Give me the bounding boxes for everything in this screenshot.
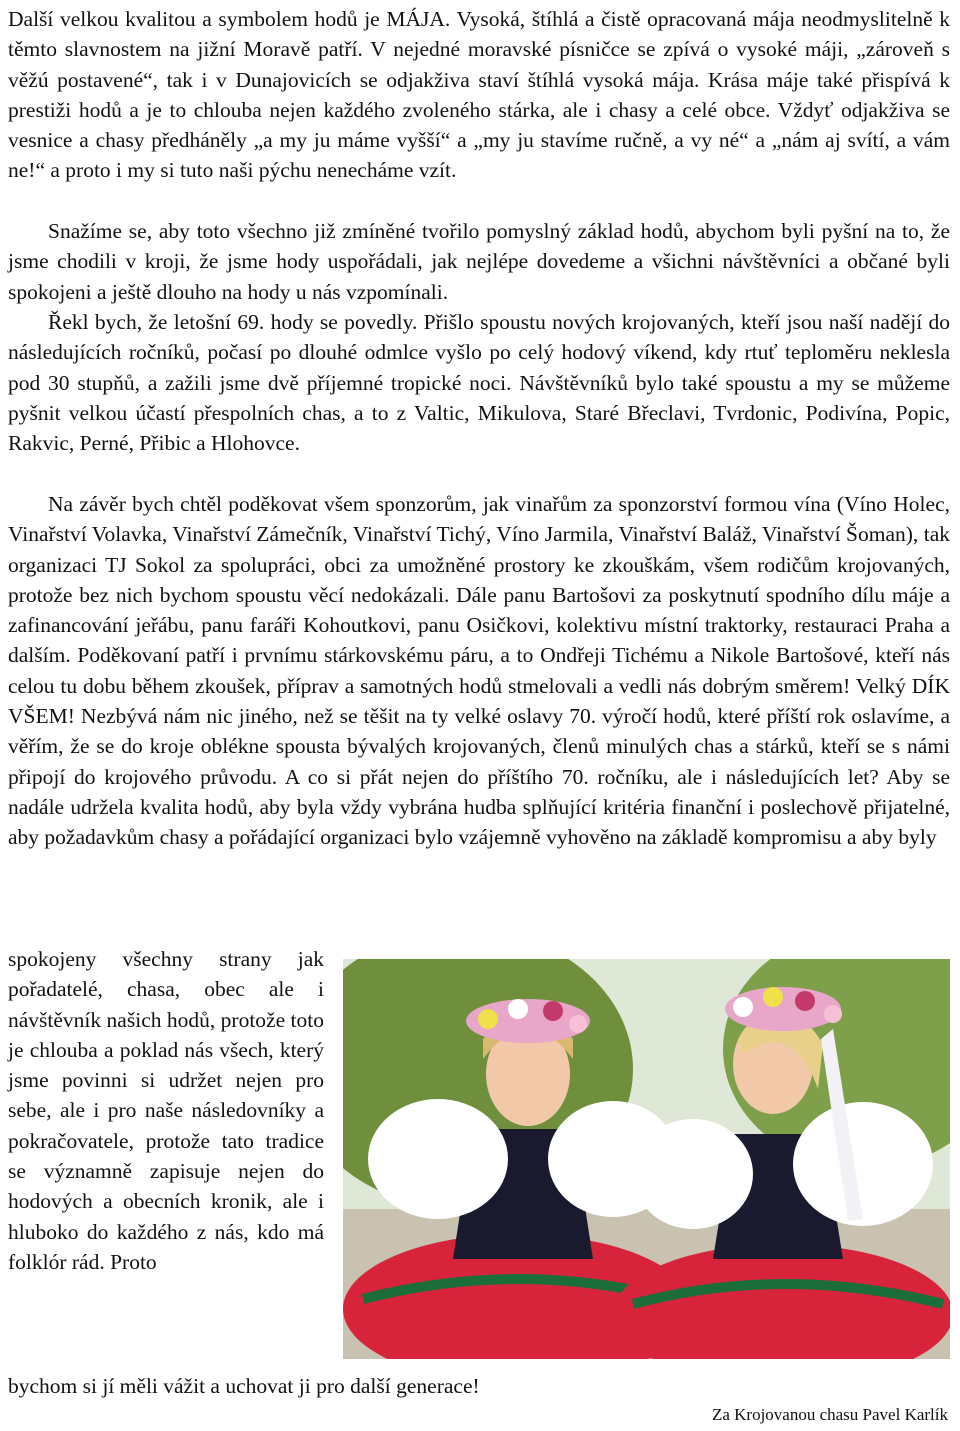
wreath-flower [824, 1005, 842, 1023]
paragraph-podekovani: Na závěr bych chtěl poděkovat všem sponzorům, jak vinařům za sponzorství formou vína (Víno Holec, Vinařství Volavka, Vinařství Zámečník, Vinařství Tichý, Víno Jarmila, Vinařství Baláž, Vinařství Šoman), tak organizaci TJ Sokol za spolupráci, obci za umožněné prostory ke zkouškám, všem rodičům krojovaných, protože bez nich bychom spoustu věcí nedokázali. Dále panu Bartošovi za poskytnutí spodního dílu máje a zafinancování jeřábu, panu faráři Kohoutkovi, panu Osičkovi, kolektivu místní traktorky, restauraci Praha a dalším. Poděkovaní patří i prvnímu stárkovskému páru, a to Ondřeji Tichému a Nikole Bartošové, kteří nás celou tu dobu během zkoušek, příprav a samotných hodů stmelovali a vedli nás dobrým směrem! Velký DÍK VŠEM! Nezbývá nám nic jiného, než se těšit na ty velké oslavy 70. výročí hodů, které příští rok oslavíme, a věřím, že se do kroje oblékne spousta bývalých krojovaných, členů minulých chas a stárků, kteří se s námi připojí do krojového průvodu. A co si přát nejen do příštího 70. ročníku, ale i následujících let? Aby se nadále udržela kvalita hodů, aby byla vždy vybrána hudba splňující kritéria finanční i poslechově přijatelné, aby požadavkům chasy a pořádající organizaci bylo vzájemně vyhověno na základě kompromisu a aby byly [8, 492, 950, 850]
girl-right-sleeve [793, 1102, 933, 1226]
paragraph-spokojeny-strany: spokojeny všechny strany jak pořadatelé, chasa, obec ale i návštěvník našich hodů, protože toto je chlouba a poklad nás všech, který jsme povinni si udržet nejen pro sebe, ale i pro naše následovníky a pokračovatele, protože tato tradice se významně zapisuje nejen do hodových a obecních kronik, ale i hluboko do každého z nás, kdo má folklór rád. Proto [8, 947, 324, 1274]
wreath-flower [795, 991, 815, 1011]
wreath-flower [733, 997, 753, 1017]
paragraph-maja: Další velkou kvalitou a symbolem hodů je MÁJA. Vysoká, štíhlá a čistě opracovaná mája neodmyslitelně k těmto slavnostem na jižní Moravě patří. V nejedné moravské písničce se zpívá o vysoké máji, „zároveň s věžú postavené“, tak i v Dunajovicích se odjakživa staví štíhlá vysoká mája. Krása máje také přispívá k prestiži hodů a je to chlouba nejen každého zvoleného stárka, ale i chasy a celé obce. Vždyť odjakživa se vesnice a chasy předháněly „a my ju máme vyšší“ a „my ju stavíme ručně, a vy né“ a „nám aj svítí, a vám ne!“ a proto i my si tuto naši pýchu nenecháme vzít. [8, 7, 950, 183]
paragraph-zaklad-hodu: Snažíme se, aby toto všechno již zmíněné tvořilo pomyslný základ hodů, abychom byli pyšní na to, že jsme chodili v kroji, že jsme hody uspořádali, jak nejlépe dovedeme a všichni návštěvníci a občané byli spokojeni a ještě dlouho na hody u nás vzpomínali. [8, 219, 950, 304]
wreath-flower [478, 1009, 498, 1029]
wreath-flower [508, 999, 528, 1019]
paragraph-letosni-hody: Řekl bych, že letošní 69. hody se povedly. Přišlo spoustu nových krojovaných, kteří jsou naší nadějí do následujících ročníků, počasí po dlouhé odmlce vyšlo po celý hodový víkend, kdy rtuť teploměru neklesla pod 30 stupňů, a zažili jsme dvě příjemné tropické noci. Návštěvníků bylo také spoustu a my se můžeme pyšnit velkou účastí přespolních chas, a to z Valtic, Mikulova, Staré Břeclavi, Tvrdonic, Podivína, Popic, Rakvic, Perné, Přibic a Hlohovce. [8, 310, 950, 456]
wreath-flower [543, 1001, 563, 1021]
author-signature: Za Krojovanou chasu Pavel Karlík [711, 1405, 948, 1424]
folk-costume-photo [343, 959, 950, 1359]
wreath-flower [763, 987, 783, 1007]
paragraph-zaver: bychom si jí měli vážit a uchovat ji pro další generace! [8, 1374, 480, 1398]
girl-right-sleeve [633, 1119, 753, 1229]
wreath-flower [569, 1015, 587, 1033]
girl-left-sleeve [368, 1099, 508, 1219]
